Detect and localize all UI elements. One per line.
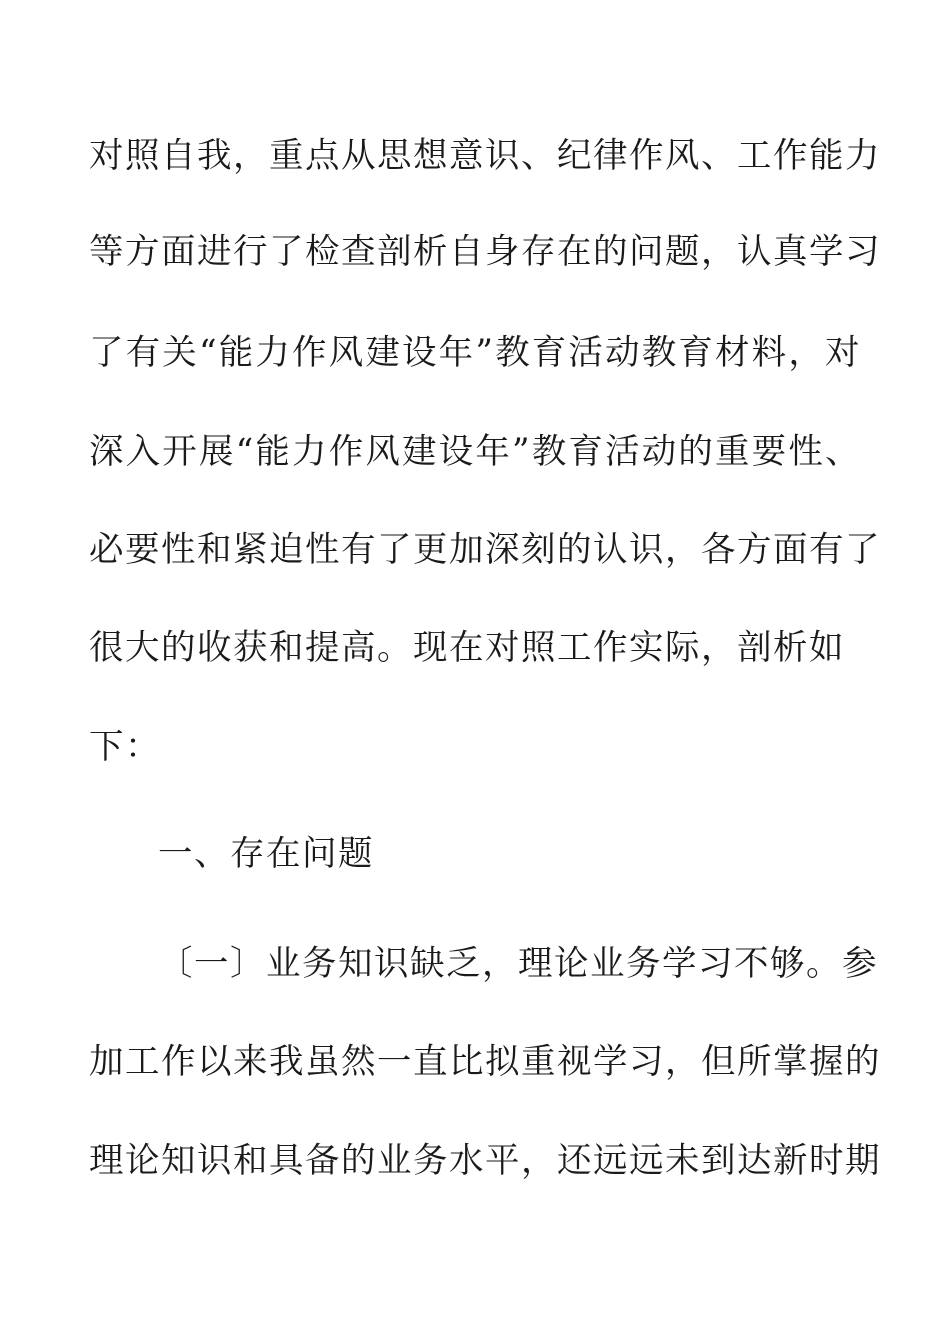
paragraph-line: 等方面进行了检查剖析自身存在的问题，认真学习: [89, 232, 881, 272]
paragraph-line: 下：: [89, 727, 161, 767]
section-heading: 一、存在问题: [158, 834, 374, 874]
paragraph-line: 很大的收获和提高。现在对照工作实际，剖析如: [89, 628, 845, 668]
paragraph-line: 了有关“能力作风建设年”教育活动教育材料，对: [89, 333, 861, 373]
paragraph-line: 深入开展“能力作风建设年”教育活动的重要性、: [89, 432, 861, 472]
paragraph-line: 对照自我，重点从思想意识、纪律作风、工作能力: [89, 136, 881, 176]
paragraph-line: 加工作以来我虽然一直比拟重视学习，但所掌握的: [89, 1042, 881, 1082]
paragraph-line: 必要性和紧迫性有了更加深刻的认识，各方面有了: [89, 530, 881, 570]
paragraph-line: 〔一〕业务知识缺乏，理论业务学习不够。参: [158, 944, 878, 984]
paragraph-line: 理论知识和具备的业务水平，还远远未到达新时期: [89, 1141, 881, 1181]
